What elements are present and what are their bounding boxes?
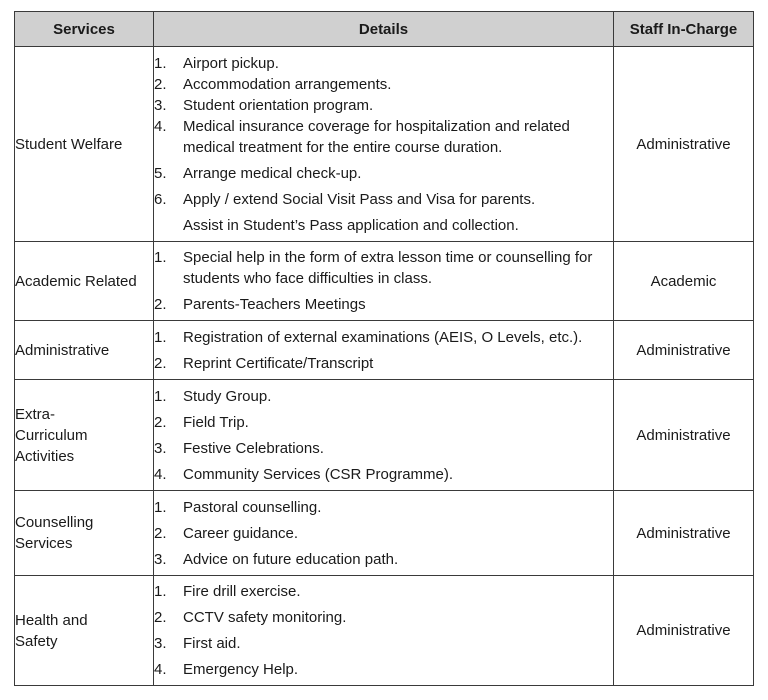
details-list — [154, 247, 613, 315]
details-list — [154, 581, 613, 680]
details-cell — [154, 576, 614, 686]
item-number: 1. — [154, 328, 167, 346]
item-number: 1. — [154, 249, 167, 266]
item-text: Study Group. — [183, 387, 272, 405]
item-text: Festive Celebrations. — [183, 439, 324, 457]
item-text: Fire drill exercise. — [183, 583, 301, 600]
list-item — [154, 247, 613, 289]
item-text: Reprint Certificate/Transcript — [183, 354, 374, 372]
service-name: Extra-Curriculum Activities — [15, 380, 154, 491]
item-number: 5. — [154, 164, 167, 182]
table-row — [15, 380, 754, 491]
service-name: Counselling Services — [15, 491, 154, 576]
table-row — [15, 47, 754, 242]
list-item — [154, 438, 613, 459]
item-number: 6. — [154, 190, 167, 208]
header-staff-in-charge: Staff In-Charge — [614, 12, 754, 47]
list-item — [154, 74, 613, 95]
list-item — [154, 327, 613, 348]
list-item — [154, 95, 613, 116]
item-text: Student orientation program. — [183, 96, 374, 114]
table-row — [15, 321, 754, 380]
details-cell — [154, 47, 614, 242]
item-number: 2. — [154, 296, 167, 313]
list-item — [154, 116, 613, 158]
item-number: 2. — [154, 75, 167, 93]
item-text: Pastoral counselling. — [183, 498, 322, 516]
staff-in-charge: Administrative — [614, 47, 754, 242]
item-number: 3. — [154, 550, 167, 568]
list-item — [154, 294, 613, 315]
list-item — [154, 464, 613, 485]
list-item — [154, 659, 613, 680]
item-text: Accommodation arrangements. — [183, 75, 392, 93]
item-number: 4. — [154, 117, 167, 135]
item-number: 4. — [154, 661, 167, 678]
staff-in-charge: Administrative — [614, 321, 754, 380]
details-cell — [154, 321, 614, 380]
header-services: Services — [15, 12, 154, 47]
services-table — [14, 11, 754, 686]
item-text: CCTV safety monitoring. — [183, 609, 347, 626]
item-number: 3. — [154, 439, 167, 457]
item-text: Advice on future education path. — [183, 550, 399, 568]
item-text: Special help in the form of extra lesson time or counselling for students who face difficulties in class. — [183, 249, 593, 287]
list-item — [154, 353, 613, 374]
item-number: 2. — [154, 524, 167, 542]
item-text: Parents-Teachers Meetings — [183, 296, 366, 313]
item-text: Career guidance. — [183, 524, 299, 542]
service-name: Student Welfare — [15, 47, 154, 242]
item-text: Medical insurance coverage for hospitalization and related medical treatment for the entire course duration. — [183, 117, 570, 156]
item-number: 2. — [154, 354, 167, 372]
item-number: 4. — [154, 465, 167, 483]
list-item — [154, 607, 613, 628]
item-number: 1. — [154, 387, 167, 405]
table-row — [15, 242, 754, 321]
details-list — [154, 386, 613, 485]
list-item — [154, 163, 613, 184]
item-number: 3. — [154, 635, 167, 652]
table-row — [15, 576, 754, 686]
item-text: Arrange medical check-up. — [183, 164, 362, 182]
item-number: 1. — [154, 583, 167, 600]
item-text: Airport pickup. — [183, 54, 279, 72]
details-cell — [154, 380, 614, 491]
item-text: Field Trip. — [183, 413, 249, 431]
item-text: Registration of external examinations (AEIS, O Levels, etc.). — [183, 328, 583, 346]
list-item — [154, 412, 613, 433]
item-number: 1. — [154, 498, 167, 516]
item-number: 3. — [154, 96, 167, 114]
service-name: Academic Related — [15, 242, 154, 321]
item-number: 2. — [154, 413, 167, 431]
item-text: Community Services (CSR Programme). — [183, 465, 454, 483]
header-row — [15, 12, 754, 47]
item-text: Emergency Help. — [183, 661, 299, 678]
service-name: Administrative — [15, 321, 154, 380]
details-cell — [154, 242, 614, 321]
list-item — [154, 581, 613, 602]
item-number: 1. — [154, 54, 167, 72]
details-list — [154, 53, 613, 210]
staff-in-charge: Administrative — [614, 576, 754, 686]
list-item — [154, 633, 613, 654]
list-item — [154, 523, 613, 544]
list-item — [154, 497, 613, 518]
list-item — [154, 53, 613, 74]
staff-in-charge: Administrative — [614, 491, 754, 576]
staff-in-charge: Academic — [614, 242, 754, 321]
staff-in-charge: Administrative — [614, 380, 754, 491]
list-item — [154, 549, 613, 570]
header-details: Details — [154, 12, 614, 47]
details-list — [154, 497, 613, 570]
continuation-text: Assist in Student’s Pass application and collection. — [183, 216, 519, 234]
service-name: Health and Safety — [15, 576, 154, 686]
list-item — [154, 386, 613, 407]
details-cell — [154, 491, 614, 576]
details-list — [154, 327, 613, 374]
item-text: Apply / extend Social Visit Pass and Visa for parents. — [183, 190, 536, 208]
item-number: 2. — [154, 609, 167, 626]
table-row — [15, 491, 754, 576]
list-item — [154, 189, 613, 210]
item-text: First aid. — [183, 635, 241, 652]
